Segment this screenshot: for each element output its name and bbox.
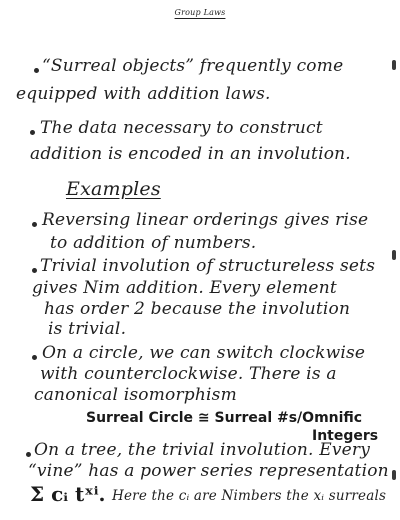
- isomorphism-formula: Surreal Circle ≅ Surreal #s/Omnific: [86, 410, 363, 426]
- bullet-dot: [32, 222, 37, 227]
- bullet-dot: [30, 130, 35, 135]
- page-edge-mark: [392, 250, 396, 260]
- example-2-line-1: Trivial involution of structureless sets: [40, 256, 376, 276]
- isomorphism-formula-continued: Integers: [312, 428, 379, 444]
- power-series-sum: Σ cᵢ tˣⁱ.: [30, 482, 106, 506]
- page-edge-mark: [392, 470, 396, 480]
- bullet-2-line-1: The data necessary to construct: [40, 118, 323, 138]
- example-3-line-3: canonical isomorphism: [34, 385, 237, 405]
- bullet-dot: [26, 452, 31, 457]
- bullet-dot: [32, 355, 37, 360]
- example-1-line-2: to addition of numbers.: [50, 233, 257, 253]
- example-4-line-1: On a tree, the trivial involution. Every: [34, 440, 371, 460]
- bullet-1-line-1: “Surreal objects” frequently come: [42, 56, 344, 76]
- bullet-2-line-2: addition is encoded in an involution.: [30, 144, 351, 164]
- example-1-line-1: Reversing linear orderings gives rise: [42, 210, 369, 230]
- example-4-line-3: Here the cᵢ are Nimbers the xᵢ surreals: [112, 488, 387, 504]
- example-2-line-2: gives Nim addition. Every element: [32, 278, 337, 298]
- bullet-dot: [34, 68, 39, 73]
- bullet-dot: [32, 268, 37, 273]
- page-edge-mark: [392, 60, 396, 70]
- example-3-line-2: with counterclockwise. There is a: [40, 364, 337, 384]
- example-2-line-3: has order 2 because the involution: [44, 299, 351, 319]
- page-title: Group Laws: [174, 8, 226, 17]
- example-4-line-2: “vine” has a power series representation: [28, 461, 389, 481]
- example-2-line-4: is trivial.: [48, 319, 127, 339]
- examples-heading: Examples: [66, 178, 161, 200]
- example-3-line-1: On a circle, we can switch clockwise: [42, 343, 366, 363]
- bullet-1-line-2: equipped with addition laws.: [16, 84, 271, 104]
